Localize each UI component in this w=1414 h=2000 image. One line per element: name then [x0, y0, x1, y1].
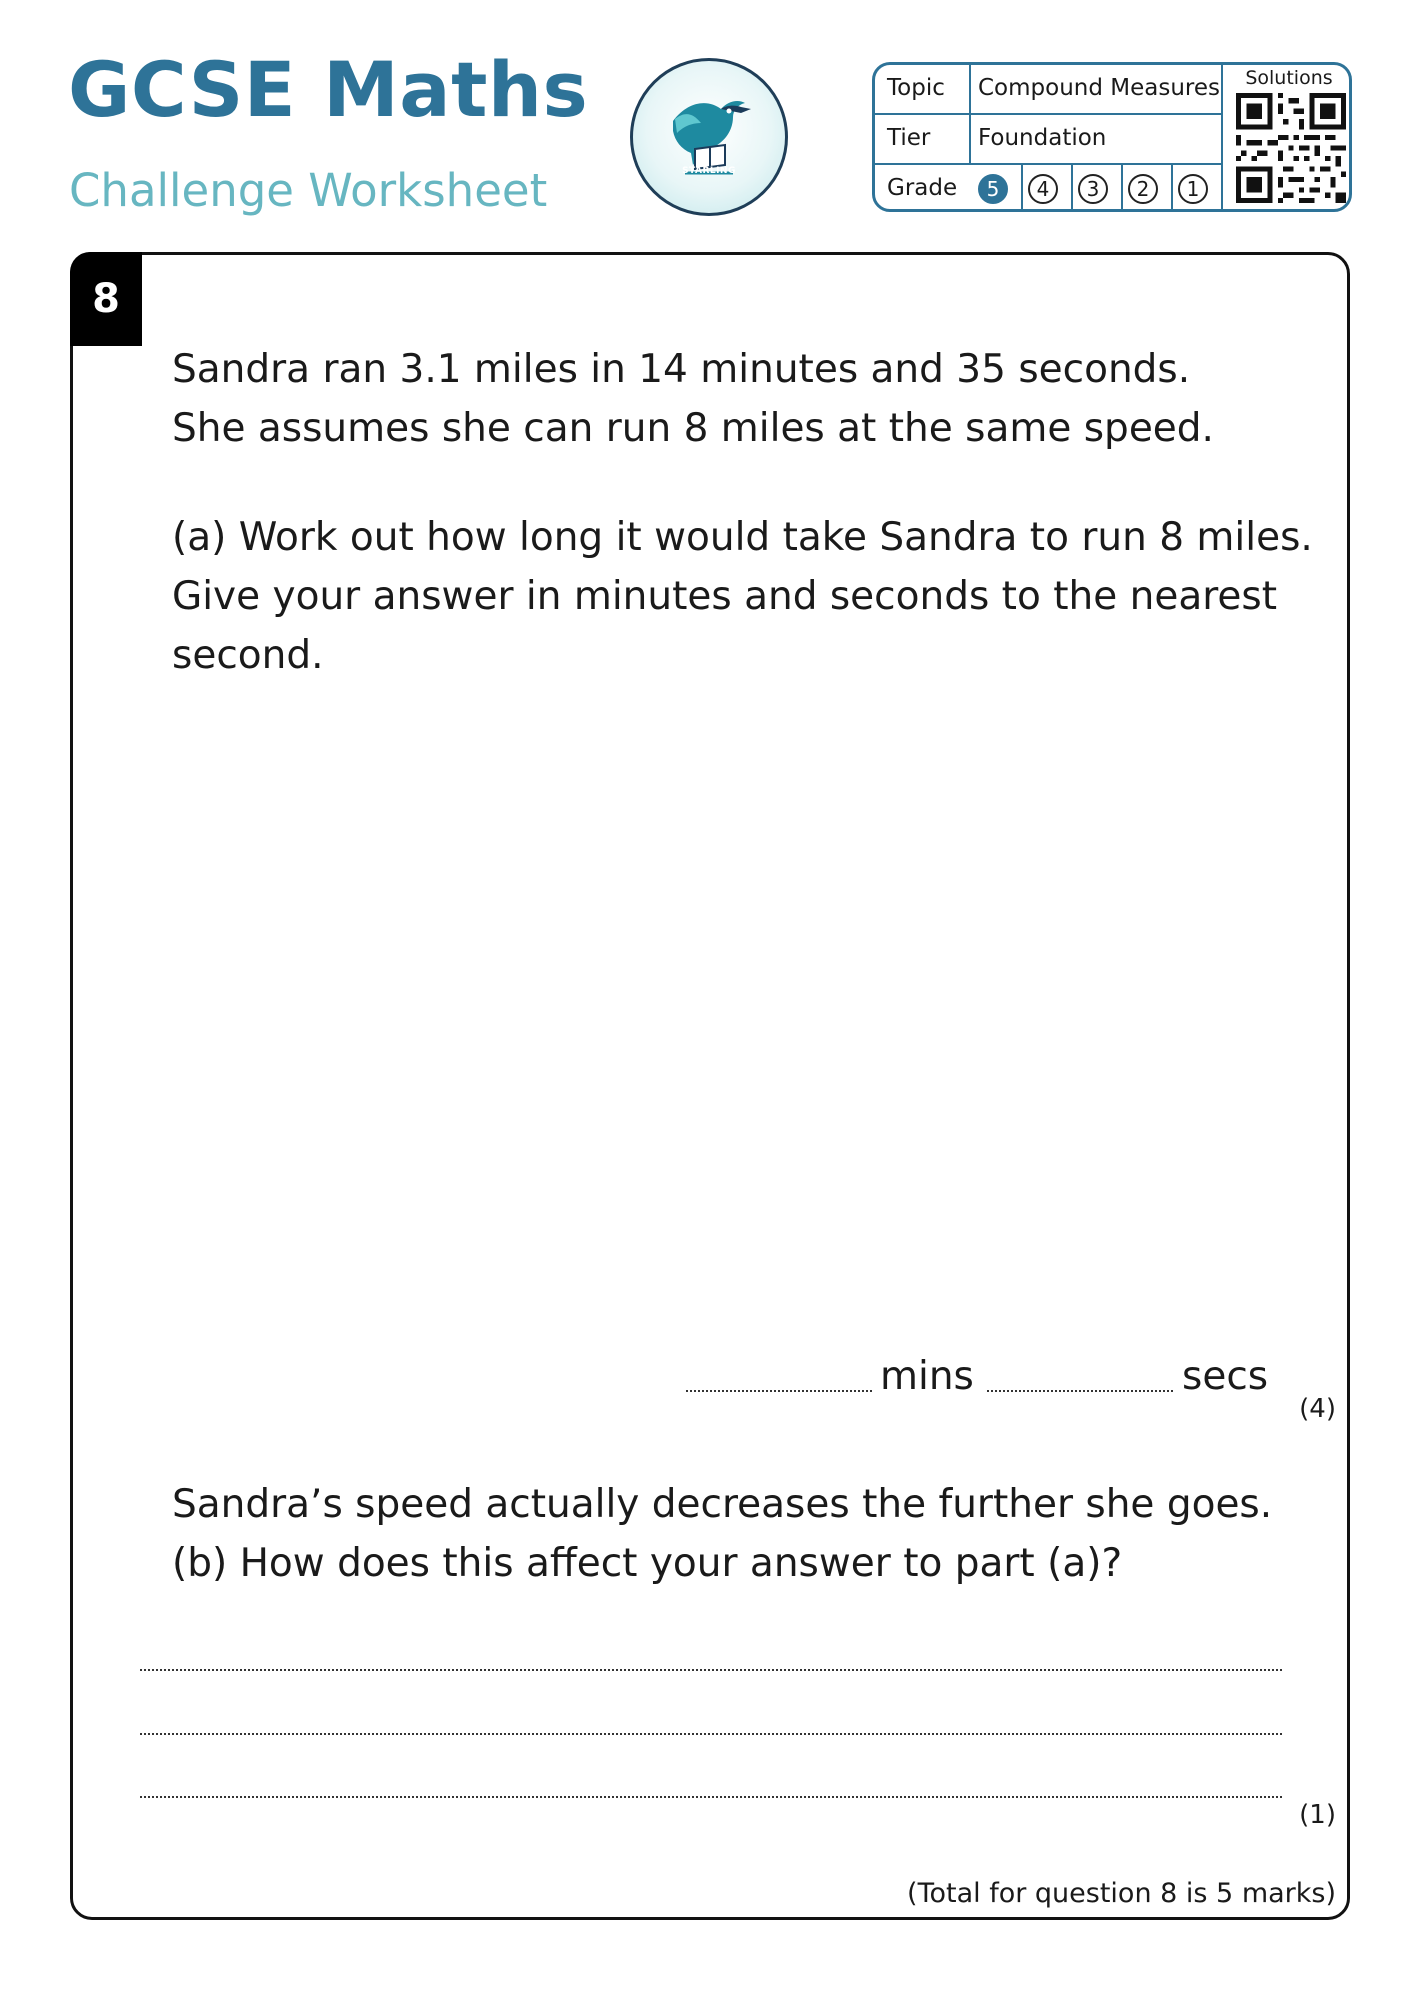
worksheet-subtitle: Challenge Worksheet	[69, 164, 548, 217]
column-divider	[1221, 65, 1223, 209]
seconds-unit-label: secs	[1182, 1354, 1269, 1399]
seconds-answer-field[interactable]	[987, 1390, 1173, 1392]
grade-1: 1	[1178, 174, 1208, 204]
part-a-line-1: (a) Work out how long it would take Sandra to run 8 miles.	[172, 515, 1313, 560]
question-total-marks: (Total for question 8 is 5 marks)	[907, 1878, 1336, 1909]
topic-label: Topic	[887, 75, 945, 101]
column-divider	[969, 65, 971, 165]
minutes-unit-label: mins	[880, 1354, 974, 1399]
part-b-marks: (1)	[1299, 1800, 1336, 1830]
grade-2: 2	[1128, 174, 1158, 204]
grade-3: 3	[1078, 174, 1108, 204]
part-a-line-3: second.	[172, 633, 324, 678]
topic-value: Compound Measures	[978, 75, 1221, 101]
minutes-answer-field[interactable]	[686, 1390, 872, 1392]
part-a-marks: (4)	[1299, 1394, 1336, 1424]
tier-label: Tier	[887, 125, 931, 151]
question-intro-line-2: She assumes she can run 8 miles at the same speed.	[172, 406, 1214, 451]
grade-5-selected: 5	[978, 174, 1008, 204]
part-b-answer-line[interactable]	[140, 1669, 1282, 1671]
part-b-answer-line[interactable]	[140, 1796, 1282, 1798]
question-number: 8	[70, 252, 142, 346]
topic-row	[875, 65, 1221, 113]
tier-row	[875, 115, 1221, 163]
part-b-intro: Sandra’s speed actually decreases the further she goes.	[172, 1482, 1273, 1527]
part-b-answer-line[interactable]	[140, 1733, 1282, 1735]
logo-text: STARLING	[682, 166, 736, 176]
bird-icon	[633, 61, 785, 213]
starling-logo	[630, 58, 788, 216]
solutions-label: Solutions	[1245, 67, 1333, 89]
grade-divider	[1121, 165, 1123, 212]
worksheet-info-table	[872, 62, 1352, 212]
worksheet-title: GCSE Maths	[68, 45, 589, 134]
grade-4: 4	[1028, 174, 1058, 204]
question-intro-line-1: Sandra ran 3.1 miles in 14 minutes and 35 seconds.	[172, 347, 1191, 392]
grade-label: Grade	[887, 175, 958, 201]
tier-value: Foundation	[978, 125, 1107, 151]
part-b-question: (b) How does this affect your answer to part (a)?	[172, 1541, 1123, 1586]
part-a-line-2: Give your answer in minutes and seconds to the nearest	[172, 574, 1278, 619]
grade-divider	[1021, 165, 1023, 212]
solutions-qr-code-icon[interactable]	[1236, 93, 1346, 203]
grade-divider	[1171, 165, 1173, 212]
grade-row	[875, 165, 1221, 212]
grade-divider	[1071, 165, 1073, 212]
